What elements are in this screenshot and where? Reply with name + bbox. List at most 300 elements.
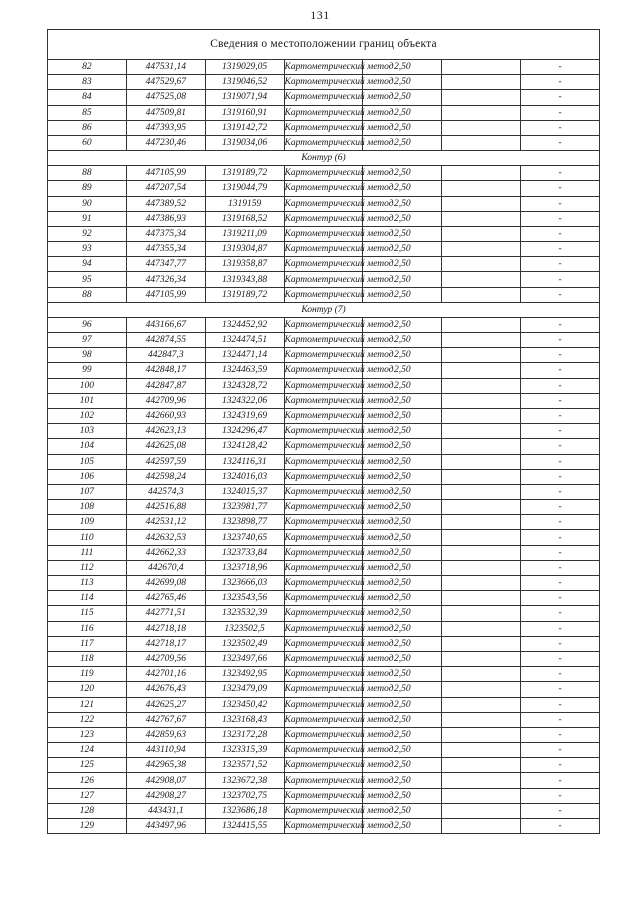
- table-row: [48, 606, 600, 621]
- table-row: [48, 758, 600, 773]
- table-row: [48, 181, 600, 196]
- method-cell: Картометрический метод: [284, 135, 363, 150]
- point-number-cell: 88: [48, 287, 127, 302]
- x-coordinate-cell: 447326,34: [126, 272, 205, 287]
- table-row: [48, 408, 600, 423]
- point-number-cell: 94: [48, 257, 127, 272]
- method-cell: Картометрический метод: [284, 545, 363, 560]
- accuracy-cell: 2,50: [363, 120, 442, 135]
- y-coordinate-cell: 1319071,94: [205, 90, 284, 105]
- table-row: [48, 363, 600, 378]
- table-row: [48, 576, 600, 591]
- accuracy-cell: 2,50: [363, 378, 442, 393]
- method-cell: Картометрический метод: [284, 773, 363, 788]
- dash-cell: -: [521, 621, 600, 636]
- accuracy-cell: 2,50: [363, 712, 442, 727]
- point-number-cell: 104: [48, 439, 127, 454]
- x-coordinate-cell: 447393,95: [126, 120, 205, 135]
- point-number-cell: 127: [48, 788, 127, 803]
- point-number-cell: 122: [48, 712, 127, 727]
- coordinates-sheet: [47, 29, 600, 834]
- y-coordinate-cell: 1323686,18: [205, 803, 284, 818]
- accuracy-cell: 2,50: [363, 257, 442, 272]
- accuracy-cell: 2,50: [363, 196, 442, 211]
- accuracy-cell: 2,50: [363, 272, 442, 287]
- x-coordinate-cell: 447389,52: [126, 196, 205, 211]
- empty-cell: [442, 773, 521, 788]
- y-coordinate-cell: 1323672,38: [205, 773, 284, 788]
- y-coordinate-cell: 1324116,31: [205, 454, 284, 469]
- method-cell: Картометрический метод: [284, 120, 363, 135]
- table-row: [48, 272, 600, 287]
- x-coordinate-cell: 442676,43: [126, 682, 205, 697]
- table-row: [48, 424, 600, 439]
- empty-cell: [442, 743, 521, 758]
- method-cell: Картометрический метод: [284, 408, 363, 423]
- x-coordinate-cell: 442771,51: [126, 606, 205, 621]
- dash-cell: -: [521, 773, 600, 788]
- x-coordinate-cell: 443110,94: [126, 743, 205, 758]
- x-coordinate-cell: 442874,55: [126, 333, 205, 348]
- point-number-cell: 108: [48, 500, 127, 515]
- point-number-cell: 85: [48, 105, 127, 120]
- empty-cell: [442, 75, 521, 90]
- point-number-cell: 99: [48, 363, 127, 378]
- method-cell: Картометрический метод: [284, 500, 363, 515]
- point-number-cell: 93: [48, 242, 127, 257]
- empty-cell: [442, 454, 521, 469]
- empty-cell: [442, 333, 521, 348]
- point-number-cell: 112: [48, 560, 127, 575]
- y-coordinate-cell: 1323502,49: [205, 636, 284, 651]
- dash-cell: -: [521, 576, 600, 591]
- accuracy-cell: 2,50: [363, 181, 442, 196]
- y-coordinate-cell: 1323543,56: [205, 591, 284, 606]
- y-coordinate-cell: 1319189,72: [205, 287, 284, 302]
- dash-cell: -: [521, 697, 600, 712]
- x-coordinate-cell: 443166,67: [126, 317, 205, 332]
- point-number-cell: 110: [48, 530, 127, 545]
- x-coordinate-cell: 442597,59: [126, 454, 205, 469]
- dash-cell: -: [521, 682, 600, 697]
- empty-cell: [442, 135, 521, 150]
- empty-cell: [442, 591, 521, 606]
- table-row: [48, 166, 600, 181]
- point-number-cell: 98: [48, 348, 127, 363]
- point-number-cell: 120: [48, 682, 127, 697]
- x-coordinate-cell: 442859,63: [126, 727, 205, 742]
- y-coordinate-cell: 1319159: [205, 196, 284, 211]
- accuracy-cell: 2,50: [363, 545, 442, 560]
- empty-cell: [442, 393, 521, 408]
- method-cell: Картометрический метод: [284, 363, 363, 378]
- accuracy-cell: 2,50: [363, 317, 442, 332]
- x-coordinate-cell: 442847,87: [126, 378, 205, 393]
- table-row: [48, 348, 600, 363]
- point-number-cell: 103: [48, 424, 127, 439]
- table-row: [48, 636, 600, 651]
- accuracy-cell: 2,50: [363, 105, 442, 120]
- accuracy-cell: 2,50: [363, 454, 442, 469]
- empty-cell: [442, 211, 521, 226]
- point-number-cell: 88: [48, 166, 127, 181]
- dash-cell: -: [521, 166, 600, 181]
- empty-cell: [442, 606, 521, 621]
- point-number-cell: 101: [48, 393, 127, 408]
- y-coordinate-cell: 1319168,52: [205, 211, 284, 226]
- point-number-cell: 113: [48, 576, 127, 591]
- method-cell: Картометрический метод: [284, 515, 363, 530]
- method-cell: Картометрический метод: [284, 348, 363, 363]
- empty-cell: [442, 819, 521, 834]
- table-title-row: [48, 30, 600, 60]
- empty-cell: [442, 667, 521, 682]
- point-number-cell: 102: [48, 408, 127, 423]
- dash-cell: -: [521, 363, 600, 378]
- y-coordinate-cell: 1319142,72: [205, 120, 284, 135]
- accuracy-cell: 2,50: [363, 743, 442, 758]
- accuracy-cell: 2,50: [363, 773, 442, 788]
- method-cell: Картометрический метод: [284, 727, 363, 742]
- x-coordinate-cell: 442625,08: [126, 439, 205, 454]
- point-number-cell: 121: [48, 697, 127, 712]
- dash-cell: -: [521, 287, 600, 302]
- y-coordinate-cell: 1319046,52: [205, 75, 284, 90]
- y-coordinate-cell: 1323898,77: [205, 515, 284, 530]
- table-row: [48, 682, 600, 697]
- x-coordinate-cell: 447105,99: [126, 166, 205, 181]
- x-coordinate-cell: 447375,34: [126, 226, 205, 241]
- table-row: [48, 484, 600, 499]
- table-row: [48, 287, 600, 302]
- dash-cell: -: [521, 135, 600, 150]
- table-row: [48, 242, 600, 257]
- point-number-cell: 91: [48, 211, 127, 226]
- empty-cell: [442, 515, 521, 530]
- point-number-cell: 83: [48, 75, 127, 90]
- method-cell: Картометрический метод: [284, 226, 363, 241]
- point-number-cell: 115: [48, 606, 127, 621]
- accuracy-cell: 2,50: [363, 393, 442, 408]
- x-coordinate-cell: 442965,38: [126, 758, 205, 773]
- method-cell: Картометрический метод: [284, 317, 363, 332]
- y-coordinate-cell: 1323571,52: [205, 758, 284, 773]
- table-title: Сведения о местоположении границ объекта: [48, 30, 600, 60]
- empty-cell: [442, 636, 521, 651]
- table-row: [48, 803, 600, 818]
- empty-cell: [442, 408, 521, 423]
- method-cell: Картометрический метод: [284, 469, 363, 484]
- dash-cell: -: [521, 211, 600, 226]
- y-coordinate-cell: 1324322,06: [205, 393, 284, 408]
- y-coordinate-cell: 1324415,55: [205, 819, 284, 834]
- dash-cell: -: [521, 333, 600, 348]
- table-row: [48, 727, 600, 742]
- point-number-cell: 118: [48, 651, 127, 666]
- accuracy-cell: 2,50: [363, 408, 442, 423]
- dash-cell: -: [521, 317, 600, 332]
- y-coordinate-cell: 1319358,87: [205, 257, 284, 272]
- empty-cell: [442, 378, 521, 393]
- dash-cell: -: [521, 712, 600, 727]
- x-coordinate-cell: 442699,08: [126, 576, 205, 591]
- method-cell: Картометрический метод: [284, 424, 363, 439]
- x-coordinate-cell: 442574,3: [126, 484, 205, 499]
- dash-cell: -: [521, 439, 600, 454]
- dash-cell: -: [521, 181, 600, 196]
- accuracy-cell: 2,50: [363, 242, 442, 257]
- y-coordinate-cell: 1323497,66: [205, 651, 284, 666]
- dash-cell: -: [521, 272, 600, 287]
- point-number-cell: 107: [48, 484, 127, 499]
- dash-cell: -: [521, 120, 600, 135]
- point-number-cell: 100: [48, 378, 127, 393]
- dash-cell: -: [521, 530, 600, 545]
- accuracy-cell: 2,50: [363, 530, 442, 545]
- y-coordinate-cell: 1319304,87: [205, 242, 284, 257]
- x-coordinate-cell: 442632,53: [126, 530, 205, 545]
- accuracy-cell: 2,50: [363, 636, 442, 651]
- method-cell: Картометрический метод: [284, 576, 363, 591]
- y-coordinate-cell: 1319211,09: [205, 226, 284, 241]
- accuracy-cell: 2,50: [363, 576, 442, 591]
- dash-cell: -: [521, 60, 600, 75]
- accuracy-cell: 2,50: [363, 606, 442, 621]
- empty-cell: [442, 317, 521, 332]
- empty-cell: [442, 727, 521, 742]
- x-coordinate-cell: 442908,27: [126, 788, 205, 803]
- accuracy-cell: 2,50: [363, 727, 442, 742]
- table-row: [48, 378, 600, 393]
- point-number-cell: 111: [48, 545, 127, 560]
- method-cell: Картометрический метод: [284, 105, 363, 120]
- dash-cell: -: [521, 560, 600, 575]
- y-coordinate-cell: 1323702,75: [205, 788, 284, 803]
- x-coordinate-cell: 447347,77: [126, 257, 205, 272]
- accuracy-cell: 2,50: [363, 621, 442, 636]
- section-header: Контур (7): [48, 302, 600, 317]
- method-cell: Картометрический метод: [284, 196, 363, 211]
- dash-cell: -: [521, 226, 600, 241]
- empty-cell: [442, 120, 521, 135]
- empty-cell: [442, 560, 521, 575]
- method-cell: Картометрический метод: [284, 667, 363, 682]
- table-row: [48, 788, 600, 803]
- accuracy-cell: 2,50: [363, 60, 442, 75]
- empty-cell: [442, 348, 521, 363]
- empty-cell: [442, 500, 521, 515]
- y-coordinate-cell: 1324474,51: [205, 333, 284, 348]
- method-cell: Картометрический метод: [284, 803, 363, 818]
- method-cell: Картометрический метод: [284, 788, 363, 803]
- empty-cell: [442, 166, 521, 181]
- table-row: [48, 621, 600, 636]
- y-coordinate-cell: 1324128,42: [205, 439, 284, 454]
- table-row: [48, 819, 600, 834]
- accuracy-cell: 2,50: [363, 363, 442, 378]
- table-row: [48, 211, 600, 226]
- method-cell: Картометрический метод: [284, 697, 363, 712]
- table-row: [48, 454, 600, 469]
- section-header-row: [48, 151, 600, 166]
- empty-cell: [442, 758, 521, 773]
- dash-cell: -: [521, 393, 600, 408]
- method-cell: Картометрический метод: [284, 712, 363, 727]
- table-row: [48, 439, 600, 454]
- y-coordinate-cell: 1323981,77: [205, 500, 284, 515]
- dash-cell: -: [521, 500, 600, 515]
- x-coordinate-cell: 442847,3: [126, 348, 205, 363]
- point-number-cell: 128: [48, 803, 127, 818]
- point-number-cell: 92: [48, 226, 127, 241]
- empty-cell: [442, 257, 521, 272]
- x-coordinate-cell: 442701,16: [126, 667, 205, 682]
- y-coordinate-cell: 1323718,96: [205, 560, 284, 575]
- y-coordinate-cell: 1324471,14: [205, 348, 284, 363]
- y-coordinate-cell: 1319343,88: [205, 272, 284, 287]
- empty-cell: [442, 363, 521, 378]
- dash-cell: -: [521, 469, 600, 484]
- method-cell: Картометрический метод: [284, 591, 363, 606]
- table-row: [48, 773, 600, 788]
- accuracy-cell: 2,50: [363, 75, 442, 90]
- dash-cell: -: [521, 545, 600, 560]
- table-row: [48, 530, 600, 545]
- table-row: [48, 317, 600, 332]
- empty-cell: [442, 530, 521, 545]
- empty-cell: [442, 697, 521, 712]
- dash-cell: -: [521, 788, 600, 803]
- accuracy-cell: 2,50: [363, 348, 442, 363]
- table-row: [48, 591, 600, 606]
- x-coordinate-cell: 447509,81: [126, 105, 205, 120]
- accuracy-cell: 2,50: [363, 500, 442, 515]
- dash-cell: -: [521, 424, 600, 439]
- table-row: [48, 105, 600, 120]
- dash-cell: -: [521, 743, 600, 758]
- x-coordinate-cell: 442718,18: [126, 621, 205, 636]
- table-row: [48, 697, 600, 712]
- y-coordinate-cell: 1324015,37: [205, 484, 284, 499]
- accuracy-cell: 2,50: [363, 758, 442, 773]
- dash-cell: -: [521, 591, 600, 606]
- y-coordinate-cell: 1323315,39: [205, 743, 284, 758]
- empty-cell: [442, 424, 521, 439]
- empty-cell: [442, 226, 521, 241]
- dash-cell: -: [521, 90, 600, 105]
- accuracy-cell: 2,50: [363, 515, 442, 530]
- point-number-cell: 95: [48, 272, 127, 287]
- x-coordinate-cell: 442709,56: [126, 651, 205, 666]
- y-coordinate-cell: 1319034,06: [205, 135, 284, 150]
- empty-cell: [442, 803, 521, 818]
- method-cell: Картометрический метод: [284, 90, 363, 105]
- section-header-row: [48, 302, 600, 317]
- table-row: [48, 135, 600, 150]
- empty-cell: [442, 621, 521, 636]
- dash-cell: -: [521, 727, 600, 742]
- table-row: [48, 393, 600, 408]
- x-coordinate-cell: 442767,67: [126, 712, 205, 727]
- point-number-cell: 106: [48, 469, 127, 484]
- table-row: [48, 90, 600, 105]
- table-row: [48, 500, 600, 515]
- point-number-cell: 60: [48, 135, 127, 150]
- x-coordinate-cell: 447531,14: [126, 60, 205, 75]
- x-coordinate-cell: 442623,13: [126, 424, 205, 439]
- point-number-cell: 105: [48, 454, 127, 469]
- x-coordinate-cell: 442660,93: [126, 408, 205, 423]
- y-coordinate-cell: 1323450,42: [205, 697, 284, 712]
- table-row: [48, 651, 600, 666]
- table-row: [48, 743, 600, 758]
- method-cell: Картометрический метод: [284, 682, 363, 697]
- point-number-cell: 116: [48, 621, 127, 636]
- accuracy-cell: 2,50: [363, 697, 442, 712]
- empty-cell: [442, 287, 521, 302]
- x-coordinate-cell: 442908,07: [126, 773, 205, 788]
- dash-cell: -: [521, 105, 600, 120]
- accuracy-cell: 2,50: [363, 469, 442, 484]
- y-coordinate-cell: 1319029,05: [205, 60, 284, 75]
- method-cell: Картометрический метод: [284, 257, 363, 272]
- dash-cell: -: [521, 803, 600, 818]
- x-coordinate-cell: 442765,46: [126, 591, 205, 606]
- empty-cell: [442, 545, 521, 560]
- empty-cell: [442, 242, 521, 257]
- dash-cell: -: [521, 515, 600, 530]
- empty-cell: [442, 484, 521, 499]
- y-coordinate-cell: 1323733,84: [205, 545, 284, 560]
- point-number-cell: 117: [48, 636, 127, 651]
- accuracy-cell: 2,50: [363, 682, 442, 697]
- y-coordinate-cell: 1324452,92: [205, 317, 284, 332]
- x-coordinate-cell: 443497,96: [126, 819, 205, 834]
- y-coordinate-cell: 1319044,79: [205, 181, 284, 196]
- dash-cell: -: [521, 651, 600, 666]
- empty-cell: [442, 196, 521, 211]
- y-coordinate-cell: 1323168,43: [205, 712, 284, 727]
- point-number-cell: 114: [48, 591, 127, 606]
- dash-cell: -: [521, 606, 600, 621]
- y-coordinate-cell: 1323492,95: [205, 667, 284, 682]
- method-cell: Картометрический метод: [284, 530, 363, 545]
- method-cell: Картометрический метод: [284, 651, 363, 666]
- empty-cell: [442, 682, 521, 697]
- dash-cell: -: [521, 242, 600, 257]
- dash-cell: -: [521, 758, 600, 773]
- dash-cell: -: [521, 257, 600, 272]
- method-cell: Картометрический метод: [284, 287, 363, 302]
- table-row: [48, 75, 600, 90]
- y-coordinate-cell: 1324319,69: [205, 408, 284, 423]
- point-number-cell: 119: [48, 667, 127, 682]
- point-number-cell: 123: [48, 727, 127, 742]
- method-cell: Картометрический метод: [284, 242, 363, 257]
- accuracy-cell: 2,50: [363, 803, 442, 818]
- point-number-cell: 129: [48, 819, 127, 834]
- empty-cell: [442, 439, 521, 454]
- x-coordinate-cell: 442516,88: [126, 500, 205, 515]
- accuracy-cell: 2,50: [363, 166, 442, 181]
- method-cell: Картометрический метод: [284, 181, 363, 196]
- method-cell: Картометрический метод: [284, 333, 363, 348]
- accuracy-cell: 2,50: [363, 135, 442, 150]
- y-coordinate-cell: 1324463,59: [205, 363, 284, 378]
- method-cell: Картометрический метод: [284, 75, 363, 90]
- point-number-cell: 84: [48, 90, 127, 105]
- empty-cell: [442, 651, 521, 666]
